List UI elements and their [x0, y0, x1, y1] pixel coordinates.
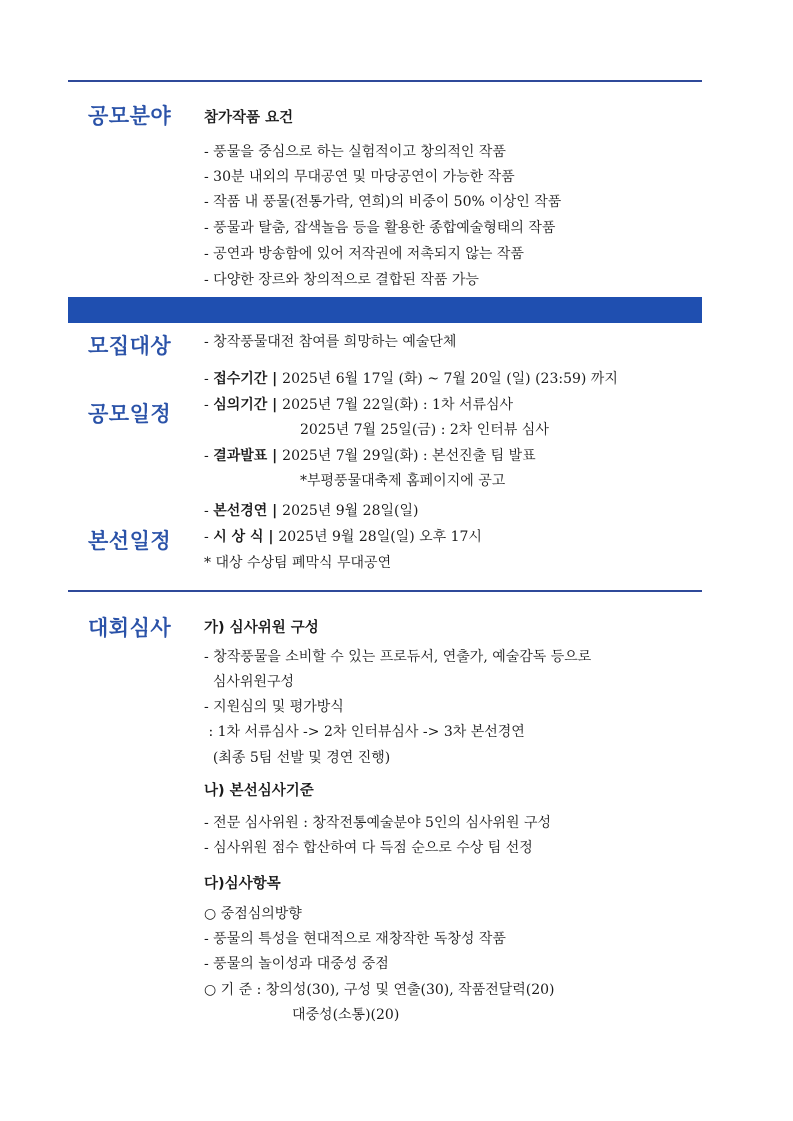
- schedule-row: [204, 396, 513, 414]
- schedule-row: *부평풍물대축제 홈페이지에 공고: [300, 473, 506, 489]
- judging-item: 대중성(소통)(20): [292, 1007, 400, 1023]
- finals-label: 시 상 식: [213, 529, 264, 545]
- schedule-dash: -: [204, 371, 214, 387]
- finals-text: 2025년 9월 28일(일) 오후 17시: [278, 529, 482, 545]
- judging-sub-b: 나) 본선심사기준: [204, 783, 314, 799]
- finals-row: [204, 528, 482, 546]
- top-divider: [68, 80, 702, 82]
- schedule-row: 2025년 7월 25일(금) : 2차 인터뷰 심사: [300, 422, 549, 438]
- judging-item: - 풍물의 놀이성과 대중성 중점: [204, 956, 389, 972]
- schedule-dash: -: [204, 448, 214, 464]
- competition-item: - 30분 내외의 무대공연 및 마당공연이 가능한 작품: [204, 169, 515, 185]
- schedule-label: 심의기간: [213, 397, 268, 413]
- competition-item: - 공연과 방송함에 있어 저작권에 저촉되지 않는 작품: [204, 246, 524, 262]
- finals-sep: |: [263, 529, 279, 545]
- schedule-sep: |: [267, 397, 283, 413]
- schedule-row: [204, 370, 618, 388]
- judging-item: - 풍물의 특성을 현대적으로 재창작한 독창성 작품: [204, 931, 506, 947]
- schedule-label: 접수기간: [213, 371, 268, 387]
- judging-item: ○ 중점심의방향: [204, 906, 302, 922]
- schedule-text: 2025년 6월 17일 (화) ~ 7월 20일 (일) (23:59) 까지: [282, 371, 618, 387]
- finals-note: * 대상 수상팀 폐막식 무대공연: [204, 555, 392, 571]
- competition-heading: 공모분야: [88, 104, 172, 128]
- judging-item: - 창작풍물을 소비할 수 있는 프로듀서, 연출가, 예술감독 등으로: [204, 649, 592, 665]
- competition-item: - 다양한 장르와 창의적으로 결합된 작품 가능: [204, 272, 479, 288]
- judging-item: - 심사위원 점수 합산하여 다 득점 순으로 수상 팀 선정: [204, 840, 533, 856]
- finals-dash: -: [204, 529, 214, 545]
- schedule-text: 2025년 7월 22일(화) : 1차 서류심사: [282, 397, 514, 413]
- schedule-sep: |: [267, 371, 283, 387]
- judging-item: ○ 기 준 : 창의성(30), 구성 및 연출(30), 작품전달력(20): [204, 982, 555, 998]
- section-band: [68, 297, 702, 323]
- schedule-sep: |: [267, 448, 283, 464]
- finals-sep: |: [267, 503, 283, 519]
- schedule-label: 결과발표: [213, 448, 268, 464]
- schedule-text: 2025년 7월 29일(화) : 본선진출 팀 발표: [282, 448, 536, 464]
- finals-heading: 본선일정: [88, 529, 172, 553]
- finals-label: 본선경연: [213, 503, 268, 519]
- competition-subtitle: 참가작품 요건: [204, 110, 294, 126]
- finals-row: [204, 502, 418, 520]
- judging-item: 심사위원구성: [204, 674, 295, 690]
- judging-heading: 대회심사: [88, 616, 172, 640]
- section-divider: [68, 590, 702, 592]
- competition-item: - 풍물을 중심으로 하는 실험적이고 창의적인 작품: [204, 144, 506, 160]
- recruit-text: - 창작풍물대전 참여를 희망하는 예술단체: [204, 334, 457, 350]
- judging-sub-c: 다)심사항목: [204, 876, 281, 892]
- judging-item: (최종 5팀 선발 및 경연 진행): [204, 750, 391, 766]
- schedule-row: [204, 447, 536, 465]
- finals-text: 2025년 9월 28일(일): [282, 503, 419, 519]
- judging-item: - 지원심의 및 평가방식: [204, 699, 344, 715]
- schedule-dash: -: [204, 397, 214, 413]
- competition-item: - 작품 내 풍물(전통가락, 연희)의 비중이 50% 이상인 작품: [204, 194, 562, 210]
- finals-dash: -: [204, 503, 214, 519]
- competition-item: - 풍물과 탈춤, 잡색놀음 등을 활용한 종합예술형태의 작품: [204, 220, 556, 236]
- judging-item: - 전문 심사위원 : 창작전통예술분야 5인의 심사위원 구성: [204, 815, 552, 831]
- schedule-heading: 공모일정: [88, 402, 172, 426]
- recruit-heading: 모집대상: [88, 334, 172, 358]
- judging-sub-a: 가) 심사위원 구성: [204, 620, 319, 636]
- judging-item: : 1차 서류심사 -> 2차 인터뷰심사 -> 3차 본선경연: [204, 724, 525, 740]
